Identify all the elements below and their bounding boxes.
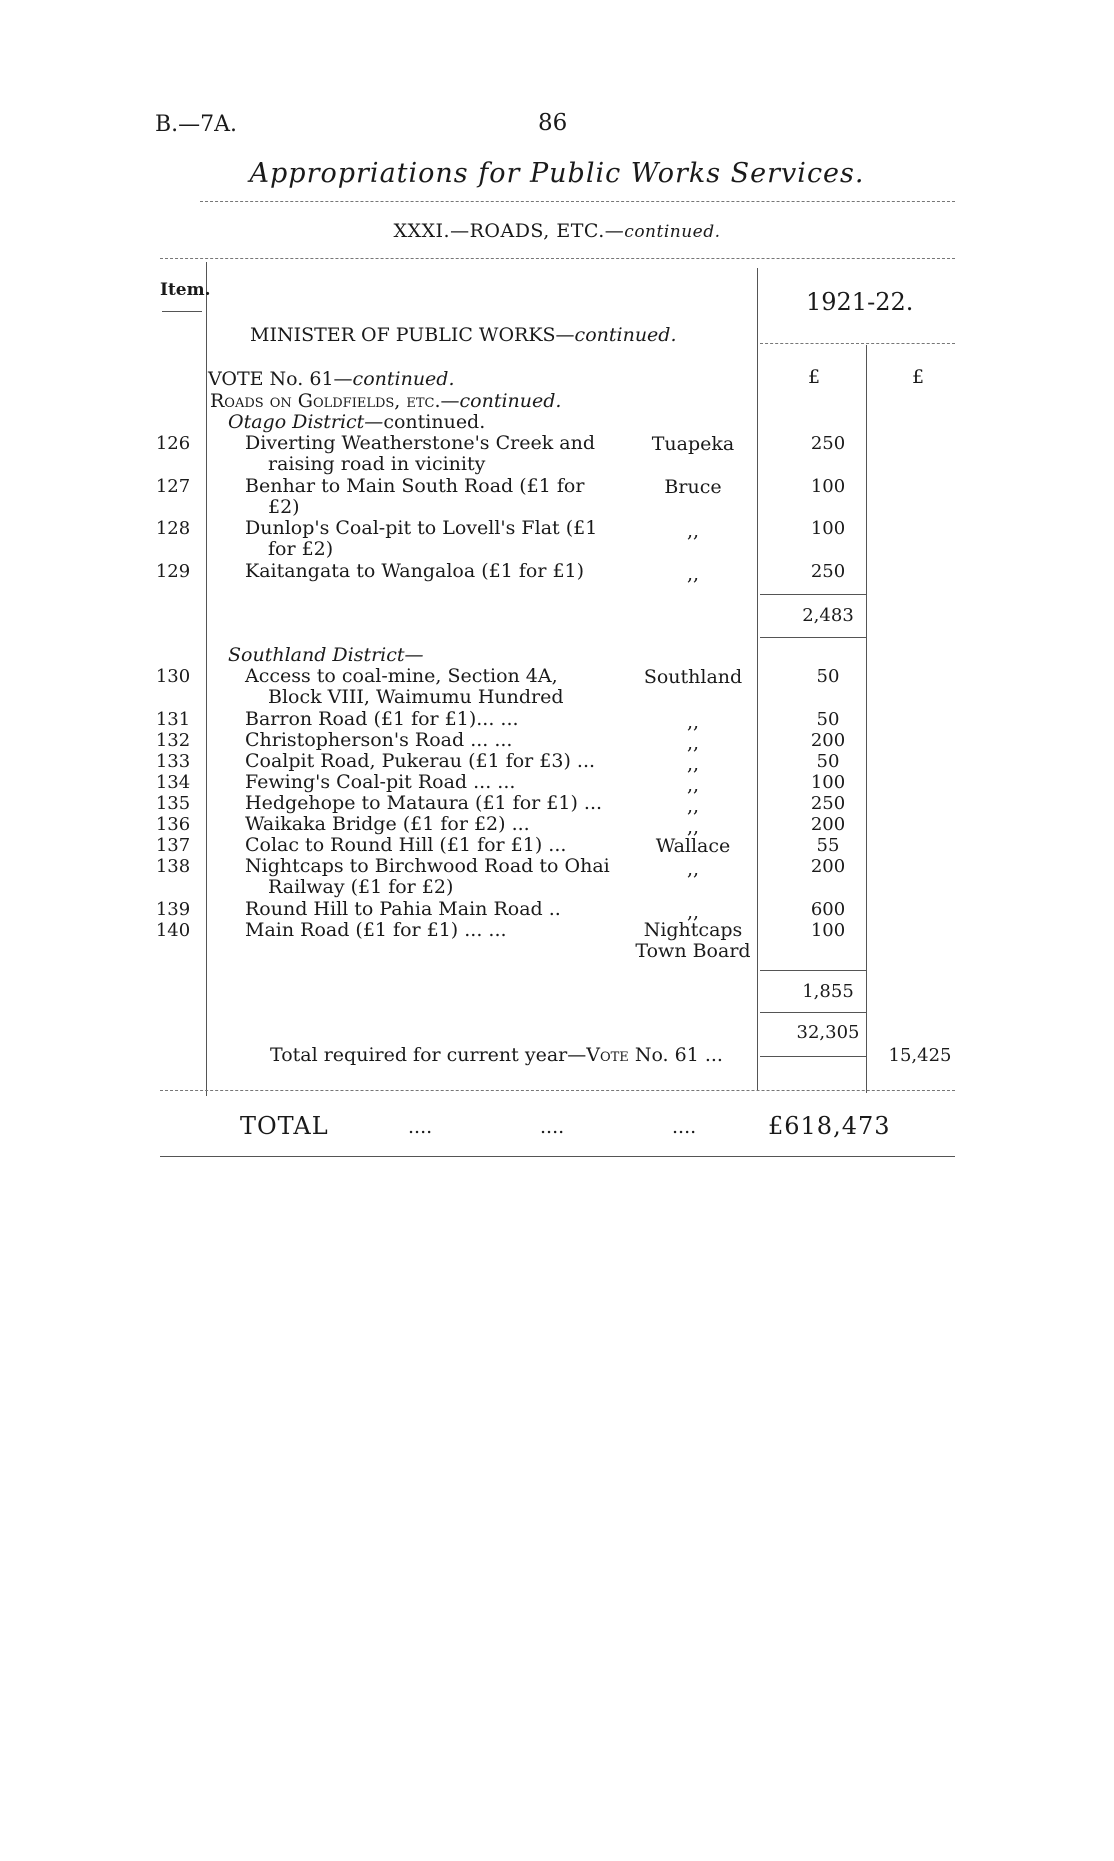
leader-dots: ....	[408, 1116, 433, 1138]
item-number: 133	[155, 751, 191, 772]
year-header-rule	[760, 343, 955, 344]
subtotal-rule	[760, 594, 866, 595]
item-district: ,,	[686, 711, 700, 733]
page-number: 86	[538, 110, 568, 136]
item-description-cont: for £2)	[268, 538, 334, 560]
item-amount: 250	[810, 561, 846, 582]
document-reference: B.—7A.	[155, 112, 238, 137]
grand-total-label: TOTAL	[240, 1112, 329, 1140]
item-description-cont: raising road in vicinity	[268, 453, 486, 475]
otago-heading: Otago District—continued.	[228, 411, 486, 433]
item-amount: 55	[816, 835, 840, 856]
item-description-cont: £2)	[268, 496, 300, 518]
item-description: Diverting Weatherstone's Creek and	[245, 432, 595, 454]
item-district: Nightcaps	[643, 919, 743, 941]
vote-total-amount: 32,305	[796, 1022, 860, 1043]
item-number: 132	[155, 730, 191, 751]
item-description: Hedgehope to Mataura (£1 for £1) ...	[245, 792, 603, 814]
otago-subtotal: 2,483	[802, 605, 854, 626]
section-title: XXXI.—ROADS, ETC.—continued.	[393, 220, 721, 242]
item-number: 140	[155, 920, 191, 941]
item-description: Access to coal-mine, Section 4A,	[245, 665, 558, 687]
item-amount: 200	[810, 814, 846, 835]
item-district: Southland	[643, 666, 743, 688]
item-description: Kaitangata to Wangaloa (£1 for £1)	[245, 560, 585, 582]
item-description-cont: Block VIII, Waimumu Hundred	[268, 686, 564, 708]
item-district: ,,	[686, 816, 700, 838]
item-district-cont: Town Board	[635, 940, 751, 962]
item-number: 136	[155, 814, 191, 835]
item-amount: 100	[810, 920, 846, 941]
item-amount: 600	[810, 899, 846, 920]
item-district: Wallace	[655, 835, 731, 857]
goldfields-heading: Roads on Goldfields, etc.—continued.	[210, 390, 562, 412]
item-amount: 50	[816, 751, 840, 772]
item-number: 139	[155, 899, 191, 920]
item-district: ,,	[686, 901, 700, 923]
item-number: 138	[155, 856, 191, 877]
item-description: Barron Road (£1 for £1)... ...	[245, 708, 519, 730]
item-description: Colac to Round Hill (£1 for £1) ...	[245, 834, 567, 856]
grand-total-rule	[160, 1156, 955, 1157]
item-amount: 250	[810, 433, 846, 454]
item-description: Benhar to Main South Road (£1 for	[245, 475, 585, 497]
item-district: ,,	[686, 732, 700, 754]
item-number: 127	[155, 476, 191, 497]
item-number: 137	[155, 835, 191, 856]
pound-symbol-1: £	[808, 366, 821, 388]
item-header-rule	[162, 311, 202, 312]
subtotal-rule	[760, 1012, 866, 1013]
vote-total-label: Total required for current year—Vote No. 61 ...	[270, 1044, 723, 1066]
total-column-divider	[866, 345, 867, 1093]
pound-symbol-2: £	[912, 366, 925, 388]
item-district: ,,	[686, 774, 700, 796]
item-number: 134	[155, 772, 191, 793]
page-title: Appropriations for Public Works Services.	[249, 158, 865, 189]
item-district: Bruce	[664, 476, 722, 498]
table-bottom-rule	[160, 1090, 955, 1091]
southland-heading: Southland District—	[228, 644, 424, 666]
item-district: Tuapeka	[651, 433, 735, 455]
item-number: 135	[155, 793, 191, 814]
vote-total-rule	[760, 1056, 866, 1057]
item-description: Round Hill to Pahia Main Road ..	[245, 898, 561, 920]
item-description: Fewing's Coal-pit Road ... ...	[245, 771, 516, 793]
item-column-divider	[206, 262, 207, 1096]
item-number: 130	[155, 666, 191, 687]
subtotal-rule	[760, 970, 866, 971]
item-amount: 100	[810, 772, 846, 793]
item-district: ,,	[686, 563, 700, 585]
item-description: Christopherson's Road ... ...	[245, 729, 513, 751]
item-description-cont: Railway (£1 for £2)	[268, 876, 454, 898]
item-amount: 100	[810, 518, 846, 539]
item-district: ,,	[686, 753, 700, 775]
grand-total-amount: £618,473	[768, 1112, 891, 1140]
item-amount: 50	[816, 709, 840, 730]
item-amount: 100	[810, 476, 846, 497]
item-amount: 50	[816, 666, 840, 687]
item-amount: 200	[810, 730, 846, 751]
leader-dots: ....	[540, 1116, 565, 1138]
item-description: Main Road (£1 for £1) ... ...	[245, 919, 507, 941]
item-district: ,,	[686, 795, 700, 817]
item-amount: 200	[810, 856, 846, 877]
item-number: 131	[155, 709, 191, 730]
item-description: Dunlop's Coal-pit to Lovell's Flat (£1	[245, 517, 598, 539]
item-description: Nightcaps to Birchwood Road to Ohai	[245, 855, 610, 877]
item-description: Coalpit Road, Pukerau (£1 for £3) ...	[245, 750, 596, 772]
title-rule	[200, 201, 955, 202]
item-number: 128	[155, 518, 191, 539]
minister-heading: MINISTER OF PUBLIC WORKS—continued.	[250, 324, 677, 346]
leader-dots: ....	[672, 1116, 697, 1138]
item-amount: 250	[810, 793, 846, 814]
item-description: Waikaka Bridge (£1 for £2) ...	[245, 813, 530, 835]
item-district: ,,	[686, 520, 700, 542]
vote-heading: VOTE No. 61—continued.	[208, 368, 455, 390]
subtotal-rule	[760, 637, 866, 638]
vote-total-final: 15,425	[888, 1045, 952, 1066]
table-top-rule	[160, 258, 955, 259]
item-district: ,,	[686, 858, 700, 880]
item-number: 129	[155, 561, 191, 582]
item-number: 126	[155, 433, 191, 454]
southland-subtotal: 1,855	[802, 981, 854, 1002]
item-column-header: Item.	[160, 280, 211, 300]
year-column-header: 1921-22.	[806, 288, 914, 316]
